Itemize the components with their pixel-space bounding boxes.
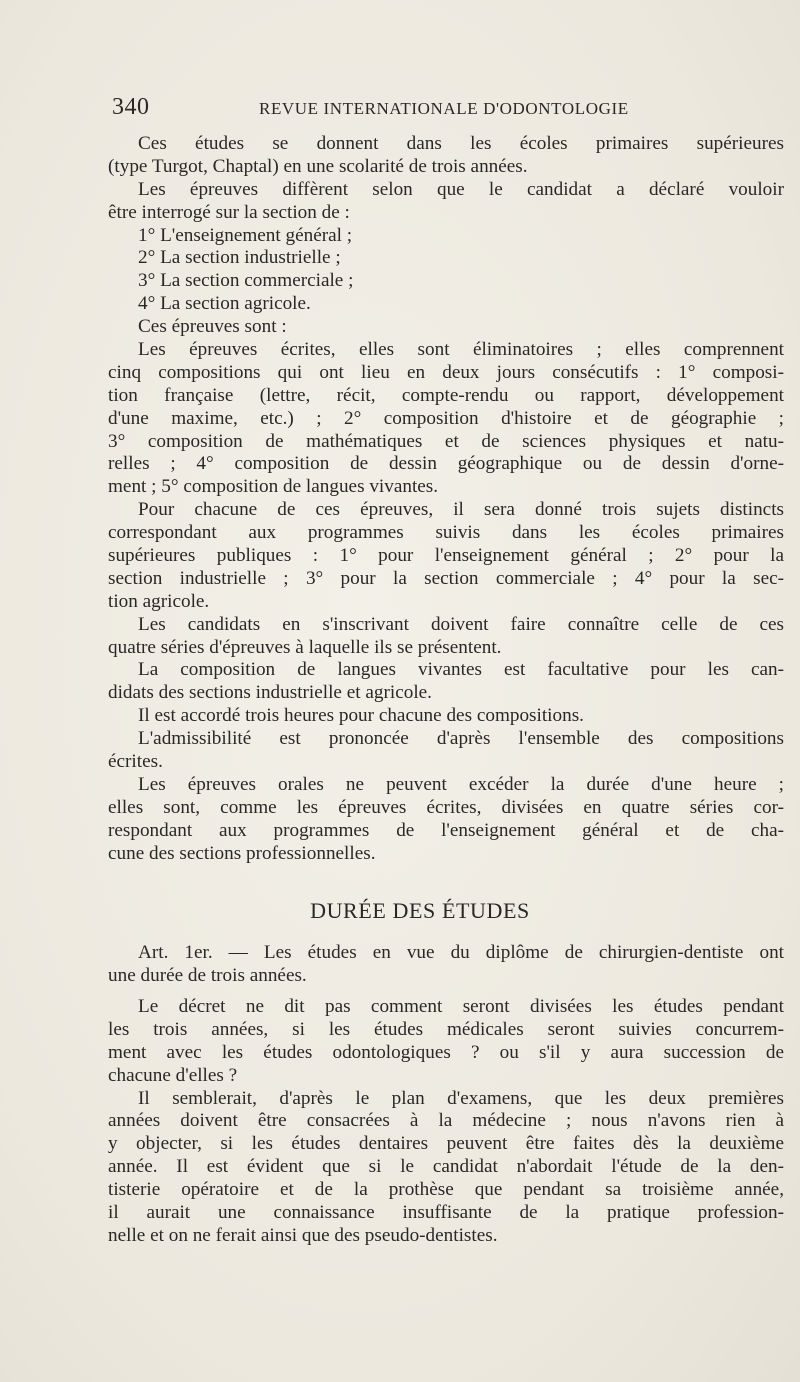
body-text-bottom <box>108 996 784 1248</box>
article-text <box>108 942 784 988</box>
running-title: REVUE INTERNATIONALE D'ODONTOLOGIE <box>259 99 629 118</box>
text-line: correspondant aux programmes suivis dans les écoles primaires <box>108 522 784 544</box>
page-number: 340 <box>112 94 150 120</box>
text-line: y objecter, si les études dentaires peuvent être faites dès la deuxième <box>108 1133 784 1155</box>
text-line: (type Turgot, Chaptal) en une scolarité de trois années. <box>108 155 528 177</box>
text-line: Ces études se donnent dans les écoles primaires supérieures <box>138 133 784 154</box>
text-line: 2° La section industrielle ; <box>138 247 341 269</box>
text-line: Les épreuves diffèrent selon que le candidat a déclaré vouloir <box>138 178 784 200</box>
text-line: tion agricole. <box>108 590 210 612</box>
text-line: 4° La section agricole. <box>138 293 311 315</box>
text-line: tion française (lettre, récit, compte-rendu ou rapport, développement <box>108 384 784 406</box>
text-line: supérieures publiques : 1° pour l'enseignement général ; 2° pour la <box>108 545 784 567</box>
text-line: il aurait une connaissance insuffisante de la pratique profession- <box>108 1202 784 1224</box>
text-line: Art. 1er. — Les études en vue du diplôme de chirurgien-dentiste ont <box>138 942 784 963</box>
text-line: cune des sections professionnelles. <box>108 842 376 864</box>
text-line: Les épreuves écrites, elles sont éliminatoires ; elles comprennent <box>138 339 784 361</box>
text-line: une durée de trois années. <box>108 964 307 986</box>
text-line: écrites. <box>108 751 163 773</box>
text-line: quatre séries d'épreuves à laquelle ils se présentent. <box>108 636 502 658</box>
text-line: La composition de langues vivantes est facultative pour les can- <box>138 659 784 681</box>
text-line: 3° composition de mathématiques et de sciences physiques et natu- <box>108 430 784 452</box>
text-line: Les épreuves orales ne peuvent excéder la durée d'une heure ; <box>138 773 784 795</box>
text-line: Ces épreuves sont : <box>138 316 287 338</box>
text-line: d'une maxime, etc.) ; 2° composition d'histoire et de géographie ; <box>108 407 784 429</box>
text-line: Le décret ne dit pas comment seront divisées les études pendant <box>138 996 784 1017</box>
text-line: être interrogé sur la section de : <box>108 201 350 223</box>
page-header <box>112 94 782 124</box>
text-line: section industrielle ; 3° pour la section commerciale ; 4° pour la sec- <box>108 567 784 589</box>
text-line: années doivent être consacrées à la médecine ; nous n'avons rien à <box>108 1110 784 1132</box>
text-line: relles ; 4° composition de dessin géographique ou de dessin d'orne- <box>108 453 784 475</box>
text-line: Les candidats en s'inscrivant doivent faire connaître celle de ces <box>138 613 784 635</box>
text-line: Pour chacune de ces épreuves, il sera donné trois sujets distincts <box>138 499 784 521</box>
body-text-top <box>108 133 784 866</box>
text-line: cinq compositions qui ont lieu en deux jours consécutifs : 1° composi- <box>108 361 784 383</box>
text-line: année. Il est évident que si le candidat n'abordait l'étude de la den- <box>108 1156 784 1178</box>
text-line: Il est accordé trois heures pour chacune des compositions. <box>138 705 584 727</box>
section-title: DURÉE DES ÉTUDES <box>310 898 530 923</box>
text-line: nelle et on ne ferait ainsi que des pseudo-dentistes. <box>108 1224 498 1246</box>
text-line: elles sont, comme les épreuves écrites, divisées en quatre séries cor- <box>108 796 784 818</box>
text-line: Il semblerait, d'après le plan d'examens, que les deux premières <box>138 1087 784 1109</box>
text-line: didats des sections industrielle et agricole. <box>108 682 432 704</box>
text-line: les trois années, si les études médicales seront suivies concurrem- <box>108 1018 784 1040</box>
text-line: chacune d'elles ? <box>108 1064 238 1086</box>
text-line: L'admissibilité est prononcée d'après l'ensemble des compositions <box>138 728 784 750</box>
text-line: tisterie opératoire et de la prothèse que pendant sa troisième année, <box>108 1179 784 1201</box>
text-line: ment avec les études odontologiques ? ou s'il y aura succession de <box>108 1041 784 1063</box>
text-line: respondant aux programmes de l'enseignement général et de cha- <box>108 819 784 841</box>
text-line: 1° L'enseignement général ; <box>138 224 353 246</box>
text-line: ment ; 5° composition de langues vivantes. <box>108 476 439 498</box>
text-line: 3° La section commerciale ; <box>138 270 354 292</box>
